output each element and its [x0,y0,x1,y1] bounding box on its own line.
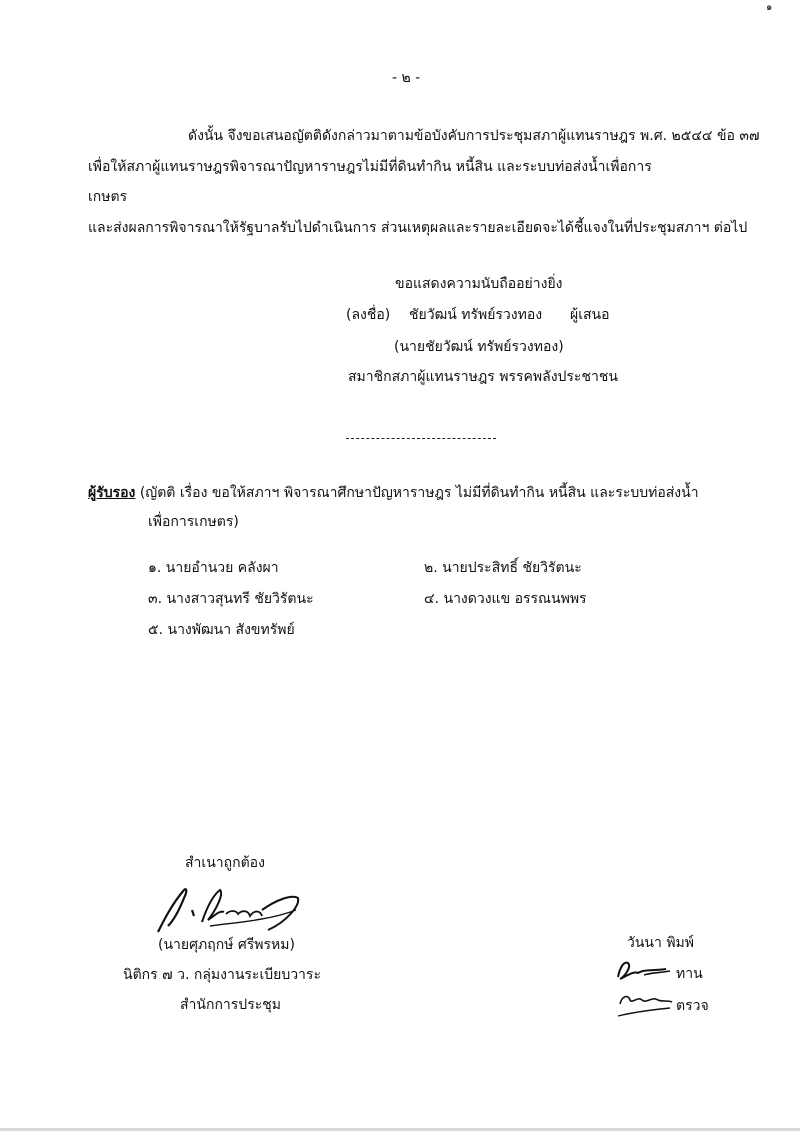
proofreader-initials [614,957,676,990]
body-line: เพื่อให้สภาผู้แทนราษฎรพิจารณาปัญหาราษฎรไม่มีที่ดินทำกิน หนี้สิน และระบบท่อส่งน้ำเพื่อการ [88,159,652,175]
proofreader-role: ทาน [676,966,703,982]
body-line: เกษตร [88,189,128,205]
copy-certifier-name: (นายศุภฤกษ์ ศรีพรหม) [158,937,295,953]
signer-role: ผู้เสนอ [570,307,610,323]
typist-name: วันนา พิมพ์ [627,935,694,951]
body-line: และส่งผลการพิจารณาให้รัฐบาลรับไปดำเนินการ ส่วนเหตุผลและรายละเอียดจะได้ชี้แจงในที่ประชุมสภาฯ ต่อไป [88,220,748,236]
endorser-item: ๓. นางสาวสุนทรี ชัยวิรัตนะ [148,591,314,607]
section-divider [346,438,496,439]
endorsement-subject-cont: เพื่อการเกษตร) [148,514,239,530]
signed-label: (ลงชื่อ) [346,307,391,323]
endorser-item: ๑. นายอำนวย คลังผา [148,560,279,576]
signer-full-name: (นายชัยวัฒน์ ทรัพย์รวงทอง) [394,339,564,355]
signed-name: ชัยวัฒน์ ทรัพย์รวงทอง [409,307,543,323]
signer-position: สมาชิกสภาผู้แทนราษฎร พรรคพลังประชาชน [348,369,618,385]
handwritten-signature [150,880,310,945]
copy-certifier-office: สำนักการประชุม [180,997,281,1013]
endorser-item: ๔. นางดวงแข อรรณนพพร [424,591,587,607]
checker-role: ตรวจ [676,998,709,1014]
closing-phrase: ขอแสดงความนับถืออย่างยิ่ง [395,276,563,292]
endorsement-subject: (ญัตติ เรื่อง ขอให้สภาฯ พิจารณาศึกษาปัญหาราษฎร ไม่มีที่ดินทำกิน หนี้สิน และระบบท่อส่งน้ำ [139,485,699,501]
checker-initials [614,988,676,1025]
body-line: ดังนั้น จึงขอเสนอญัตติดังกล่าวมาตามข้อบังคับการประชุมสภาผู้แทนราษฎร พ.ศ. ๒๕๔๔ ข้อ ๓๗ [188,128,760,144]
endorsement-label: ผู้รับรอง [88,485,136,501]
page-number: - ๒ - [392,70,421,86]
endorser-item: ๒. นายประสิทธิ์ ชัยวิรัตนะ [424,560,582,576]
endorser-item: ๕. นางพัฒนา สังขทรัพย์ [148,622,295,638]
endorsement-heading [88,485,699,502]
copy-certifier-position: นิติกร ๗ ว. กลุ่มงานระเบียบวาระ [123,967,321,983]
copy-certification-heading: สำเนาถูกต้อง [185,855,265,871]
corner-mark: ๑ [766,2,773,13]
